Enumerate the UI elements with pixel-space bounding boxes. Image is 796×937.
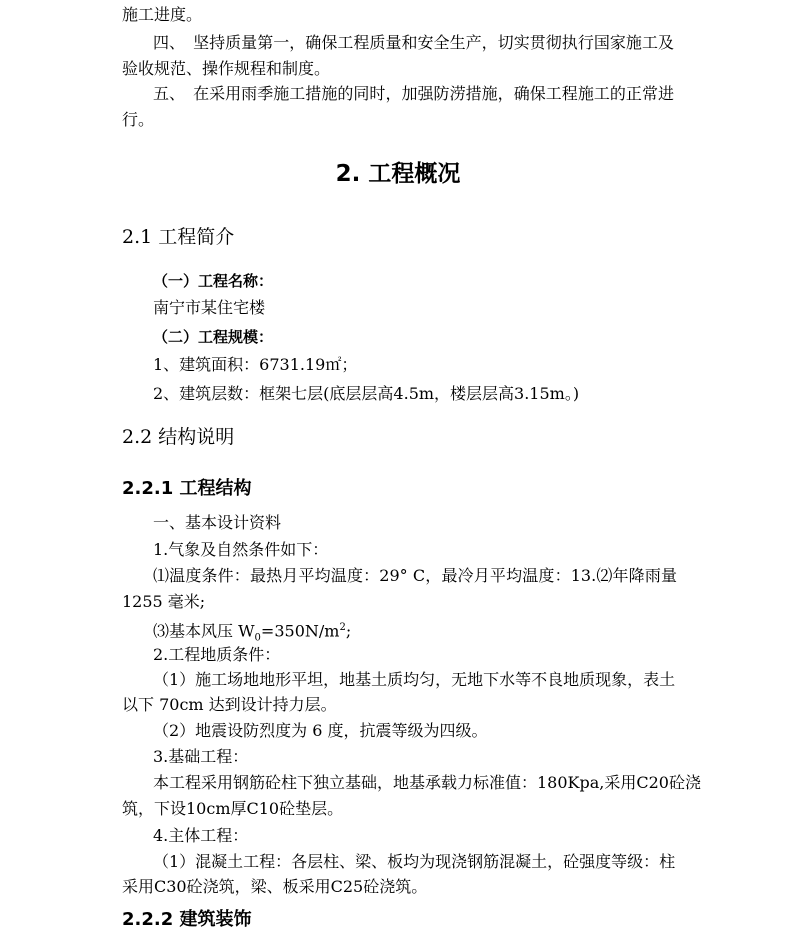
temperature-line2: 1255 毫米; xyxy=(122,592,206,611)
foundation-line2: 筑，下设10cm厚C10砼垫层。 xyxy=(122,799,344,818)
chapter-title: 2. 工程概况 xyxy=(335,161,461,187)
foundation-heading: 3.基础工程： xyxy=(153,747,249,766)
project-name-label: （一）工程名称： xyxy=(153,272,274,290)
subsection-heading-2-2-1: 2.2.1 工程结构 xyxy=(122,478,252,499)
foundation-line1: 本工程采用钢筋砼柱下独立基础，地基承载力标准值：180Kpa,采用C20砼浇 xyxy=(153,773,701,792)
paragraph-line: 施工进度。 xyxy=(122,5,203,24)
geology-item1-line1: （1）施工场地地形平坦，地基土质均匀，无地下水等不良地质现象，表土 xyxy=(153,670,676,689)
section-heading-2-1: 2.1 工程简介 xyxy=(122,226,235,248)
temperature-line1: ⑴温度条件：最热月平均温度：29° C，最冷月平均温度：13.⑵年降雨量 xyxy=(153,566,677,585)
concrete-works-line2: 采用C30砼浇筑，梁、板采用C25砼浇筑。 xyxy=(122,877,428,896)
basic-design-data: 一、基本设计资料 xyxy=(153,513,282,532)
geology-item2: （2）地震设防烈度为 6 度，抗震等级为四级。 xyxy=(153,721,488,740)
wind-pressure: ⑶基本风压 $W_0=350N/m^2$; xyxy=(153,621,352,644)
list-item-five-line2: 行。 xyxy=(122,110,155,129)
section-heading-2-2: 2.2 结构说明 xyxy=(122,426,235,448)
building-area: 1、建筑面积：6731.19㎡； xyxy=(153,355,358,374)
building-floors: 2、建筑层数：框架七层(底层层高4.5m，楼层层高3.15m。) xyxy=(153,384,580,403)
concrete-works-line1: （1）混凝土工程：各层柱、梁、板均为现浇钢筋混凝土，砼强度等级：柱 xyxy=(153,852,676,871)
climate-conditions: 1.气象及自然条件如下： xyxy=(153,540,329,559)
subsection-heading-2-2-2: 2.2.2 建筑装饰 xyxy=(122,909,252,930)
geology-item1-line2: 以下 70cm 达到设计持力层。 xyxy=(122,695,337,714)
project-name-value: 南宁市某住宅楼 xyxy=(153,298,266,317)
project-scale-label: （二）工程规模： xyxy=(153,328,274,346)
list-item-four-line1: 四、 坚持质量第一，确保工程质量和安全生产，切实贯彻执行国家施工及 xyxy=(153,33,674,52)
main-structure-heading: 4.主体工程： xyxy=(153,826,249,845)
geology-conditions: 2.工程地质条件： xyxy=(153,645,281,664)
list-item-four-line2: 验收规范、操作规程和制度。 xyxy=(122,59,331,78)
list-item-five-line1: 五、 在采用雨季施工措施的同时，加强防涝措施，确保工程施工的正常进 xyxy=(153,84,674,103)
